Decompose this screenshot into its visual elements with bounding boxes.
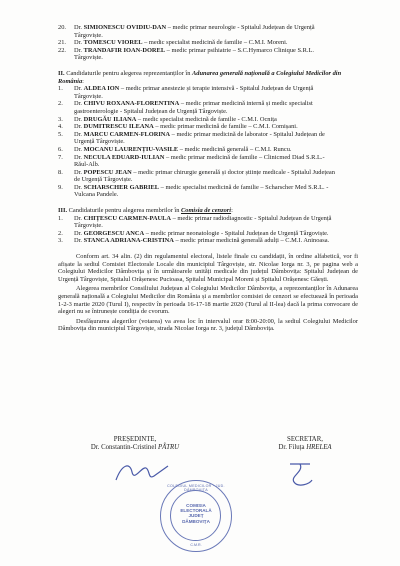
president-title: PREȘEDINTE, [113, 436, 157, 443]
candidate-prefix: Dr. [74, 168, 84, 176]
section-ii-heading [58, 70, 358, 85]
candidate-name: POPESCU JEAN [83, 168, 132, 176]
section-iii-list [58, 215, 358, 245]
secretary-handwritten-signature [280, 458, 320, 490]
candidate-description-continued: Târgoviște. [74, 54, 103, 62]
paragraph-display-rules: Conform art. 34 alin. (2) din regulamentul electoral, listele finale cu candidații, în ordine alfabetică, vor fi afișate la sediul Comisiei Electorale Locale din municipiul Târgoviște, str. Nicolae Iorga nr. 3, pe pagina web a Colegiului Medicilor Dâmbovița și în următoarele unități medicale din județul Dâmbovița: Spitalul Județean de Urgență Târgoviște, Spitalul Orășenesc Pucioasa, Spitalul Municipal Moreni și Spitalul Orășenesc Găești. [58, 253, 358, 283]
candidate-name: DUMITRESCU ILEANA [83, 123, 154, 131]
candidate-list-item [58, 230, 358, 238]
candidate-list-item [58, 237, 358, 245]
candidate-list-item [58, 123, 358, 131]
candidate-name: SIMIONESCU OVIDIU-DAN [83, 24, 167, 31]
secretary-name-text: Dr. Filuța [278, 444, 307, 451]
candidate-prefix: Dr. [74, 100, 84, 108]
candidate-list-item [58, 146, 358, 154]
paragraph-election-dates: Alegerea membrilor Consiliului Județean al Colegiului Medicilor Dâmbovița, a reprezentanților în Adunarea generală națională a Colegiului Medicilor din România și a membrilor comisiei de cenzori se efectuează în perioada 1-2-3 martie 2020 (Turul I), respectiv în perioada 16-17-18 martie 2020 (Turul al II-lea) dacă la prima convocare de alegeri nu se întrunește condiția de cvorum. [58, 285, 358, 316]
candidate-list-item [58, 39, 358, 47]
stamp-ring-top-text: COLEGIUL MEDICILOR · JUD. DÂMBOVIȚA [167, 484, 225, 492]
item-number: 7. [58, 153, 63, 161]
candidate-name: CHIVU ROXANA-FLORENTINA [83, 100, 180, 108]
candidate-description: – medic primar anestezie și terapie intensivă - Spitalul Județean de Urgență [119, 85, 314, 93]
candidate-description: – medic specialist medicină de familie - C.M.I. Ocnița [136, 115, 277, 123]
candidate-list-item [58, 131, 358, 146]
section-ii [58, 70, 358, 199]
president-name-text: Dr. Constantin-Cristinel [90, 444, 158, 451]
candidate-name: MOCANU LAURENȚIU-VASILE [83, 145, 179, 153]
section-iii-intro: Candidaturile pentru alegerea membrilor în [68, 207, 181, 215]
item-number: 2. [58, 100, 63, 108]
item-number: 3. [58, 237, 63, 245]
candidate-name: SCHARSCHER GABRIEL [83, 183, 160, 191]
candidate-description-continued: gastroenterologie - Spitalul Județean de Urgență Târgoviște. [74, 107, 228, 115]
candidate-description-continued: Răul-Alb. [74, 161, 100, 169]
stamp-line-3: JUDEȚ [188, 513, 204, 519]
candidate-description-continued: Urgență Târgoviște. [74, 138, 125, 146]
candidate-description: – medic specialist medicină de familie – C.M.I. Moreni. [142, 39, 288, 47]
candidate-description: – medic primar medicină de laborator - Spitalul Județean de [170, 130, 325, 138]
candidate-list-item [58, 154, 358, 169]
stamp-line-2: ELECTORALĂ [180, 508, 212, 514]
section-ii-list [58, 85, 358, 199]
candidate-list-item [58, 169, 358, 184]
president-name [70, 444, 200, 452]
item-number: 1. [58, 214, 63, 222]
secretary-name [250, 444, 360, 452]
candidate-prefix: Dr. [74, 237, 84, 245]
section-ii-intro: Candidaturile pentru alegerea reprezentanților în [66, 69, 192, 77]
candidate-list-item [58, 85, 358, 100]
secretary-surname: HRELEA [306, 444, 332, 451]
candidate-name: MARCU CARMEN-FLORINA [83, 130, 171, 138]
candidate-name: TRANDAFIR IOAN-DOREL [83, 46, 166, 54]
candidate-description: – medic specialist medicină de familie – Scharscher Med S.R.L. - [159, 183, 329, 191]
candidate-name: NECULA EDUARD-IULIAN [83, 153, 165, 161]
candidate-name: CHIȚESCU CARMEN-PAULA [83, 214, 171, 222]
candidate-prefix: Dr. [74, 145, 84, 153]
stamp-line-4: DÂMBOVIȚA [182, 518, 210, 524]
candidate-description: – medic primar chirurgie generală și doctor științe medicale - Spitalul Județean [131, 168, 335, 176]
stamp-line-1: COMISIA [186, 503, 206, 508]
candidate-description: – medic primar medicină generală adulți – C.M.I. Aninoasa. [173, 237, 330, 245]
item-number: 8. [58, 168, 63, 176]
candidate-description: – medic primar psihiatrie – S.C.Hymarco Clinique S.R.L. [165, 46, 314, 54]
candidate-description: – medic primar neonatologie - Spitalul Județean de Urgență Târgoviște. [144, 229, 329, 237]
candidate-description-continued: Târgoviște. [74, 31, 103, 39]
candidate-prefix: Dr. [74, 183, 84, 191]
item-number: 22. [58, 46, 66, 54]
paragraph-voting-hours: Desfășurarea alegerilor (votarea) va avea loc în intervalul orar 8:00-20:00, la sediul Colegiului Medicilor Dâmbovița din municipiul Târgoviște, strada Nicolae Iorga nr. 3, județul Dâmbovița. [58, 317, 358, 333]
secretary-title: SECRETAR, [287, 436, 323, 443]
section-iii-heading [58, 207, 358, 215]
candidate-prefix: Dr. [74, 24, 84, 31]
item-number: 4. [58, 123, 63, 131]
candidate-description-continued: Târgoviște. [74, 222, 103, 230]
candidate-prefix: Dr. [74, 130, 84, 138]
candidate-prefix: Dr. [74, 46, 84, 54]
candidate-name: ALDEA ION [83, 85, 120, 93]
candidate-description-continued: de Urgență Târgoviște. [74, 176, 133, 184]
section-ii-intro-emphasis: Adunarea generală națională a Colegiului Medicilor din România [58, 69, 342, 85]
section-ii-label: II. [58, 69, 65, 77]
item-number: 1. [58, 85, 63, 93]
candidate-list-item [58, 215, 358, 230]
candidate-prefix: Dr. [74, 115, 84, 123]
candidate-description: – medic primar radiodiagnostic - Spitalul Județean de Urgență [171, 214, 332, 222]
section-iii-intro-end: : [231, 207, 233, 215]
signature-block-secretary [250, 436, 360, 452]
candidate-list-item [58, 24, 358, 39]
candidate-list-top [58, 24, 358, 62]
stamp-ring-bottom-text: C.M.R. [190, 543, 202, 547]
item-number: 5. [58, 130, 63, 138]
candidate-description: – medic primar medicină de familie – C.M.I. Comișani. [153, 123, 298, 131]
section-iii [58, 207, 358, 245]
signature-block-president [70, 436, 200, 452]
candidate-prefix: Dr. [74, 123, 84, 131]
candidate-description: – medic medicină generală – C.M.I. Runcu. [178, 145, 292, 153]
item-number: 9. [58, 183, 63, 191]
candidate-list-item [58, 100, 358, 115]
candidate-description: – medic primar neurologie - Spitalul Județean de Urgență [166, 24, 315, 31]
candidate-prefix: Dr. [74, 214, 84, 222]
item-number: 21. [58, 39, 66, 47]
item-number: 3. [58, 115, 63, 123]
president-surname: PÂTRU [157, 444, 180, 451]
electoral-commission-stamp [160, 480, 232, 552]
candidate-description-continued: Târgoviște. [74, 92, 103, 100]
candidate-list-item [58, 47, 358, 62]
candidate-name: DRUGĂU ILIANA [83, 115, 137, 123]
candidate-prefix: Dr. [74, 229, 84, 237]
candidate-name: STANCA ADRIANA-CRISTINA [83, 237, 174, 245]
candidate-prefix: Dr. [74, 153, 84, 161]
section-iii-label: III. [58, 207, 68, 215]
document-body [58, 24, 358, 333]
section-iii-intro-emphasis: Comisia de cenzori [181, 207, 232, 215]
candidate-description: – medic primar medicină de familie – Clinicmed Diad S.R.L.- [164, 153, 325, 161]
item-number: 2. [58, 229, 63, 237]
candidate-description-continued: Vulcana Pandele. [74, 191, 119, 199]
candidate-description: – medic primar medicină internă și medic specialist [179, 100, 313, 108]
item-number: 6. [58, 145, 63, 153]
stamp-center-text [161, 503, 231, 524]
candidate-list-item [58, 116, 358, 124]
candidate-prefix: Dr. [74, 85, 84, 93]
candidate-prefix: Dr. [74, 39, 84, 47]
candidate-name: GEORGESCU ANCA [83, 229, 145, 237]
section-ii-intro-end: : [82, 77, 84, 85]
candidate-name: TOMESCU VIOREL [83, 39, 143, 47]
candidate-list-item [58, 184, 358, 199]
item-number: 20. [58, 24, 66, 31]
